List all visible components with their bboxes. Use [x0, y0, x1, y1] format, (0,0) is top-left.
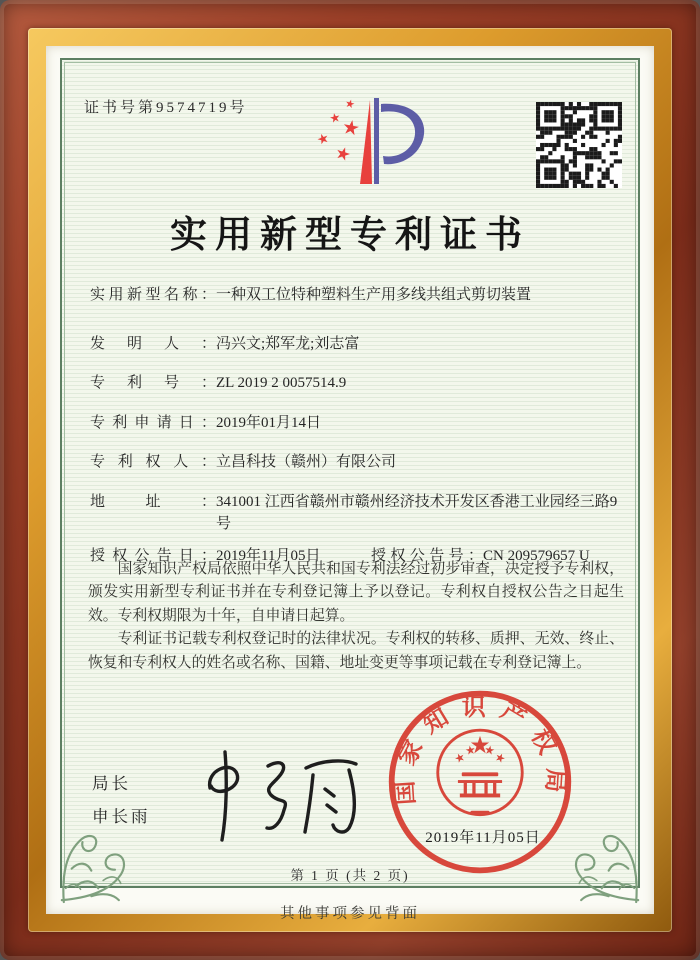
field-label: 地址：	[90, 493, 216, 510]
field-row-patent-number	[90, 372, 624, 395]
field-value: 立昌科技（赣州）有限公司	[216, 454, 397, 470]
seal-text: 国家知识产权局	[391, 694, 569, 806]
cnipa-logo-icon	[298, 92, 440, 194]
field-label: 专利权人：	[90, 454, 216, 470]
footer-note: 其他事项参见背面	[280, 906, 420, 922]
field-label: 专利号：	[90, 375, 216, 391]
certificate-number: 证书号第9574719号	[84, 100, 248, 116]
legal-text	[88, 558, 624, 675]
field-value: 341001 江西省赣州市赣州经济技术开发区香港工业园经三路9号	[216, 493, 618, 532]
field-value: 冯兴文;郑军龙;刘志富	[216, 335, 360, 352]
certificate-title: 实用新型专利证书	[170, 215, 530, 256]
legal-paragraph-2: 专利证书记载专利权登记时的法律状况。专利权的转移、质押、无效、终止、恢复和专利权人的姓名或名称、国籍、地址变更等事项记载在专利登记簿上。	[88, 631, 624, 671]
seal-date: 2019年11月05日	[425, 830, 541, 846]
field-label: 发明人：	[90, 335, 216, 352]
grant-date: 2019年11月05日	[216, 547, 321, 564]
field-value: ZL 2019 2 0057514.9	[216, 375, 347, 391]
field-row-inventors	[90, 333, 624, 356]
svg-text:国家知识产权局	[391, 694, 569, 806]
field-value: 2019年01月14日	[216, 414, 322, 431]
field-label: 专利申请日：	[90, 414, 216, 431]
field-row-filing-date	[90, 412, 624, 435]
qr-code	[536, 102, 622, 188]
field-label: 授权公告号：	[371, 547, 483, 564]
handwritten-signature-icon	[194, 744, 369, 844]
certificate-paper	[46, 46, 654, 922]
legal-paragraph-1: 国家知识产权局依照中华人民共和国专利法经过初步审查，决定授予专利权，颁发实用新型专利证书并在专利登记簿上予以登记。专利权自授权公告之日起生效。专利权期限为十年，自申请日起算。	[88, 561, 624, 624]
page-number: 第 1 页 (共 2 页)	[290, 868, 410, 883]
field-row-name	[90, 284, 624, 307]
national-emblem	[438, 730, 522, 814]
field-row-address	[90, 491, 624, 536]
signer-title: 局长	[92, 774, 131, 793]
cnipa-red-seal-icon	[384, 686, 576, 878]
field-label: 实用新型名称：	[90, 287, 216, 303]
field-label: 授权公告日：	[90, 547, 216, 564]
signer-name: 申长雨	[92, 807, 151, 826]
certificate-fields	[90, 284, 624, 584]
field-value: 一种双工位特种塑料生产用多线共组式剪切装置	[216, 287, 532, 303]
field-row-patentee	[90, 451, 624, 474]
grant-number: CN 209579657 U	[483, 547, 590, 564]
